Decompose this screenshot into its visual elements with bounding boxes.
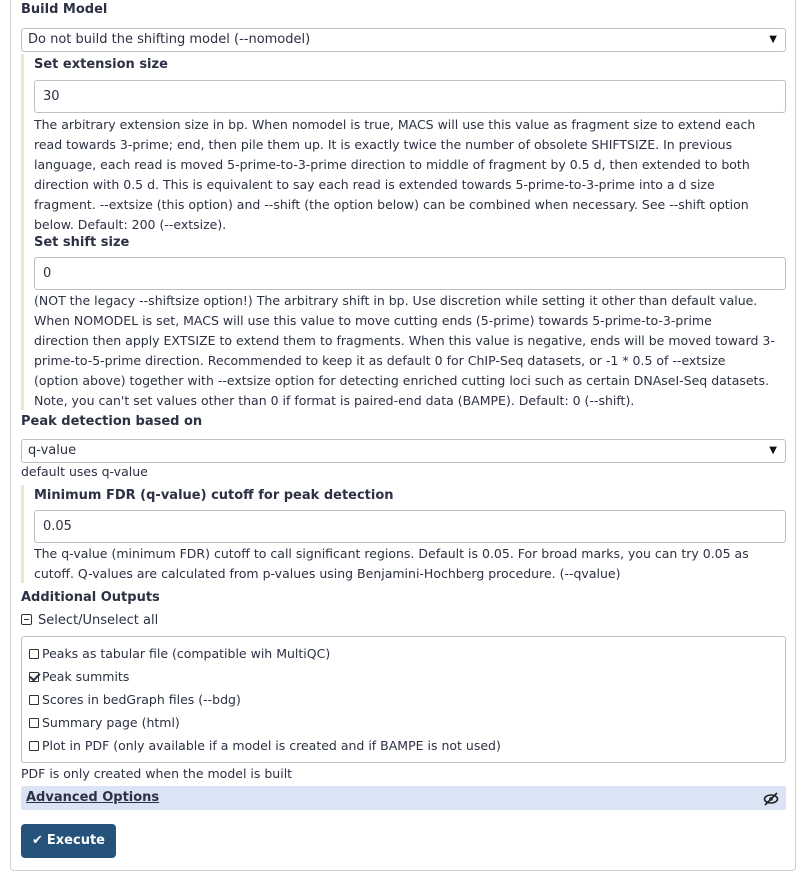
help-line: The q-value (minimum FDR) cutoff to call significant regions. Default is 0.05. For broad marks, you can try 0.05 as [34, 546, 749, 561]
option-label: Plot in PDF (only available if a model is created and if BAMPE is not used) [42, 738, 501, 753]
help-line: read towards 3-prime; end, then pile them up. It is exactly twice the number of obsolete SHIFTSIZE. In previous [34, 137, 733, 152]
extension-input[interactable]: 30 [34, 80, 786, 113]
checkbox[interactable] [29, 695, 39, 705]
eye-slash-icon [763, 791, 779, 815]
option-label: Peak summits [42, 669, 130, 684]
help-line: below. Default: 200 (--extsize). [34, 217, 227, 232]
peak-detection-label: Peak detection based on [21, 414, 203, 429]
help-line: direction with 0.5 d. This is equivalent to say each read is extended towards 5-prime-to-3-prime into a d size [34, 177, 715, 192]
shift-help [34, 291, 775, 411]
help-line: direction then apply EXTSIZE to extend them to fragments. When this value is negative, ends will be moved toward 3- [34, 333, 775, 348]
conditional-group-bar [21, 485, 24, 583]
execute-button[interactable] [21, 824, 116, 858]
conditional-group-bar [21, 54, 24, 410]
outputs-checkbox-list [21, 636, 786, 763]
checkbox-checked[interactable] [29, 672, 39, 682]
execute-label: Execute [46, 833, 105, 848]
help-line: Note, you can't set values other than 0 if format is paired-end data (BAMPE). Default: 0 (--shift). [34, 393, 635, 408]
peak-detection-selected: q-value [28, 443, 77, 458]
output-option-summary-page[interactable] [29, 713, 180, 733]
build-model-select[interactable] [21, 28, 786, 52]
outputs-label: Additional Outputs [21, 590, 160, 605]
help-line: (option above) together with --extsize option for detecting enriched cutting loci such as certain DNAseI-Seq datasets. [34, 373, 769, 388]
advanced-options-title: Advanced Options [26, 790, 160, 805]
extension-help [34, 115, 755, 235]
help-line: fragment. --extsize (this option) and --shift (the option below) can be combined when necessary. See --shift option [34, 197, 749, 212]
caret-down-icon: ▼ [769, 445, 777, 456]
build-model-selected: Do not build the shifting model (--nomodel) [28, 32, 311, 47]
checkbox[interactable] [29, 718, 39, 728]
shift-input[interactable]: 0 [34, 257, 786, 290]
help-line: language, each read is moved 5-prime-to-3-prime direction to middle of fragment by 0.5 d, then extended to both [34, 157, 750, 172]
select-all-toggle[interactable] [21, 612, 158, 630]
output-option-bedgraph[interactable] [29, 690, 241, 710]
help-line: prime-to-5-prime direction. Recommended to keep it as default 0 for ChIP-Seq datasets, or -1 * 0.5 of --extsize [34, 353, 726, 368]
help-line: When NOMODEL is set, MACS will use this value to move cutting ends (5-prime) towards 5-prime-to-3-prime [34, 313, 712, 328]
checkbox[interactable] [29, 741, 39, 751]
caret-down-icon: ▼ [769, 34, 777, 45]
fdr-label: Minimum FDR (q-value) cutoff for peak detection [34, 488, 394, 503]
minus-square-icon [21, 614, 32, 625]
shift-label: Set shift size [34, 235, 130, 250]
option-label: Peaks as tabular file (compatible wih MultiQC) [42, 646, 331, 661]
check-icon: ✔ [32, 833, 43, 848]
option-label: Scores in bedGraph files (--bdg) [42, 692, 241, 707]
fdr-input[interactable]: 0.05 [34, 510, 786, 543]
output-option-peaks-tabular[interactable] [29, 644, 330, 664]
advanced-options-toggle[interactable] [21, 786, 786, 810]
help-line: (NOT the legacy --shiftsize option!) The arbitrary shift in bp. Use discretion while setting it other than default value. [34, 293, 758, 308]
fdr-help [34, 544, 749, 584]
help-line: The arbitrary extension size in bp. When nomodel is true, MACS will use this value as fragment size to extend each [34, 117, 756, 132]
peak-detection-help: default uses q-value [21, 464, 148, 479]
output-option-peak-summits[interactable] [29, 667, 129, 687]
outputs-help: PDF is only created when the model is built [21, 766, 293, 781]
peak-detection-select[interactable] [21, 439, 786, 463]
build-model-label: Build Model [21, 2, 108, 17]
output-option-plot-pdf[interactable] [29, 736, 501, 756]
select-all-label: Select/Unselect all [38, 613, 159, 628]
help-line: cutoff. Q-values are calculated from p-values using Benjamini-Hochberg procedure. (--qvalue) [34, 566, 621, 581]
option-label: Summary page (html) [42, 715, 180, 730]
extension-label: Set extension size [34, 57, 168, 72]
checkbox[interactable] [29, 649, 39, 659]
